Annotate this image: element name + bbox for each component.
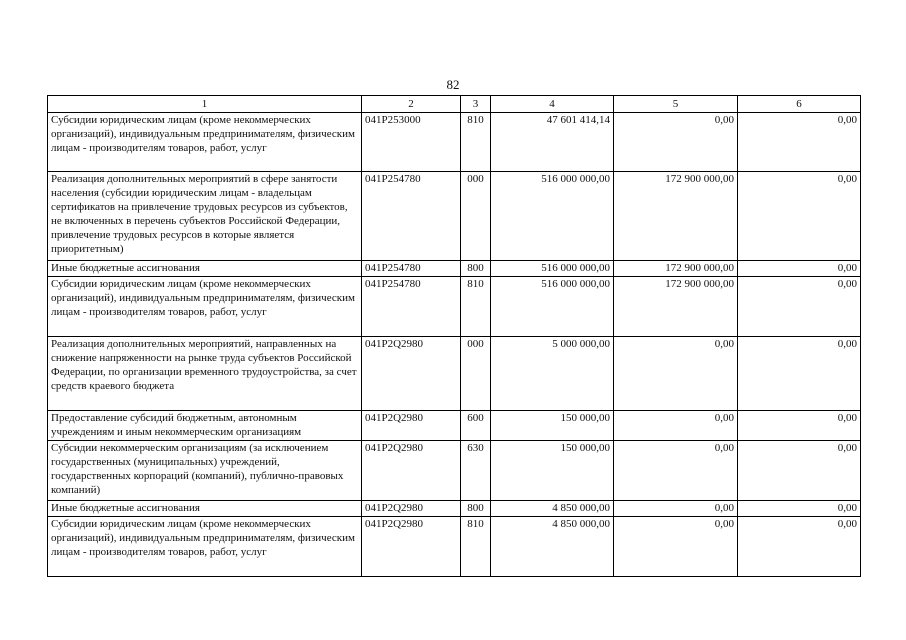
- row-name: Реализация дополнительных мероприятий в сфере занятости населения (субсидии юридическим лицам - владельцам сертификатов на привлечение трудовых ресурсов из субъектов, не включенных в перечень субъектов Российской Федерации, привлечение трудовых ресурсов в которые является приоритетным): [48, 172, 362, 261]
- row-value-5: 0,00: [614, 517, 738, 577]
- row-vr: 800: [461, 261, 491, 277]
- row-value-6: 0,00: [738, 501, 861, 517]
- row-value-5: 0,00: [614, 113, 738, 172]
- row-value-4: 4 850 000,00: [491, 517, 614, 577]
- row-value-4: 516 000 000,00: [491, 172, 614, 261]
- row-value-6: 0,00: [738, 113, 861, 172]
- header-col-3: 3: [461, 96, 491, 113]
- row-value-5: 0,00: [614, 337, 738, 411]
- row-code: 041Р254780: [362, 277, 461, 337]
- row-value-5: 0,00: [614, 441, 738, 501]
- row-value-4: 150 000,00: [491, 441, 614, 501]
- header-col-6: 6: [738, 96, 861, 113]
- header-col-5: 5: [614, 96, 738, 113]
- row-vr: 000: [461, 172, 491, 261]
- row-name: Субсидии юридическим лицам (кроме некоммерческих организаций), индивидуальным предпринимателям, физическим лицам - производителям товаров, работ, услуг: [48, 517, 362, 577]
- row-vr: 810: [461, 517, 491, 577]
- row-value-4: 5 000 000,00: [491, 337, 614, 411]
- row-code: 041Р2Q2980: [362, 441, 461, 501]
- table-row: [48, 517, 861, 577]
- row-code: 041Р2Q2980: [362, 411, 461, 441]
- row-code: 041Р254780: [362, 261, 461, 277]
- header-col-4: 4: [491, 96, 614, 113]
- row-name: Иные бюджетные ассигнования: [48, 501, 362, 517]
- row-code: 041Р2Q2980: [362, 337, 461, 411]
- row-value-5: 0,00: [614, 411, 738, 441]
- row-value-6: 0,00: [738, 261, 861, 277]
- row-value-6: 0,00: [738, 441, 861, 501]
- table-row: [48, 277, 861, 337]
- table-row: [48, 113, 861, 172]
- row-name: Реализация дополнительных мероприятий, направленных на снижение напряженности на рынке труда субъектов Российской Федерации, по организации временного трудоустройства, за счет средств краевого бюджета: [48, 337, 362, 411]
- table-row: [48, 441, 861, 501]
- row-name: Иные бюджетные ассигнования: [48, 261, 362, 277]
- row-value-4: 47 601 414,14: [491, 113, 614, 172]
- row-name: Субсидии юридическим лицам (кроме некоммерческих организаций), индивидуальным предпринимателям, физическим лицам - производителям товаров, работ, услуг: [48, 277, 362, 337]
- row-name: Субсидии некоммерческим организациям (за исключением государственных (муниципальных) учреждений, государственных корпораций (компаний), публично-правовых компаний): [48, 441, 362, 501]
- row-value-5: 172 900 000,00: [614, 172, 738, 261]
- row-value-4: 150 000,00: [491, 411, 614, 441]
- row-value-4: 4 850 000,00: [491, 501, 614, 517]
- row-vr: 810: [461, 277, 491, 337]
- table-header-row: [48, 96, 861, 113]
- header-col-1: 1: [48, 96, 362, 113]
- row-vr: 630: [461, 441, 491, 501]
- row-code: 041Р254780: [362, 172, 461, 261]
- table-row: [48, 411, 861, 441]
- row-code: 041Р2Q2980: [362, 501, 461, 517]
- row-value-5: 172 900 000,00: [614, 261, 738, 277]
- row-vr: 000: [461, 337, 491, 411]
- row-value-6: 0,00: [738, 277, 861, 337]
- row-value-6: 0,00: [738, 172, 861, 261]
- row-value-4: 516 000 000,00: [491, 277, 614, 337]
- row-value-6: 0,00: [738, 337, 861, 411]
- table-row: [48, 261, 861, 277]
- row-name: Субсидии юридическим лицам (кроме некоммерческих организаций), индивидуальным предпринимателям, физическим лицам - производителям товаров, работ, услуг: [48, 113, 362, 172]
- row-value-6: 0,00: [738, 517, 861, 577]
- table-row: [48, 501, 861, 517]
- row-value-5: 172 900 000,00: [614, 277, 738, 337]
- row-code: 041Р253000: [362, 113, 461, 172]
- budget-table: [47, 95, 861, 577]
- row-value-6: 0,00: [738, 411, 861, 441]
- header-col-2: 2: [362, 96, 461, 113]
- row-name: Предоставление субсидий бюджетным, автономным учреждениям и иным некоммерческим организациям: [48, 411, 362, 441]
- row-vr: 810: [461, 113, 491, 172]
- table-row: [48, 172, 861, 261]
- table-row: [48, 337, 861, 411]
- row-value-5: 0,00: [614, 501, 738, 517]
- page-number: 82: [446, 77, 460, 92]
- row-value-4: 516 000 000,00: [491, 261, 614, 277]
- row-vr: 600: [461, 411, 491, 441]
- row-vr: 800: [461, 501, 491, 517]
- row-code: 041Р2Q2980: [362, 517, 461, 577]
